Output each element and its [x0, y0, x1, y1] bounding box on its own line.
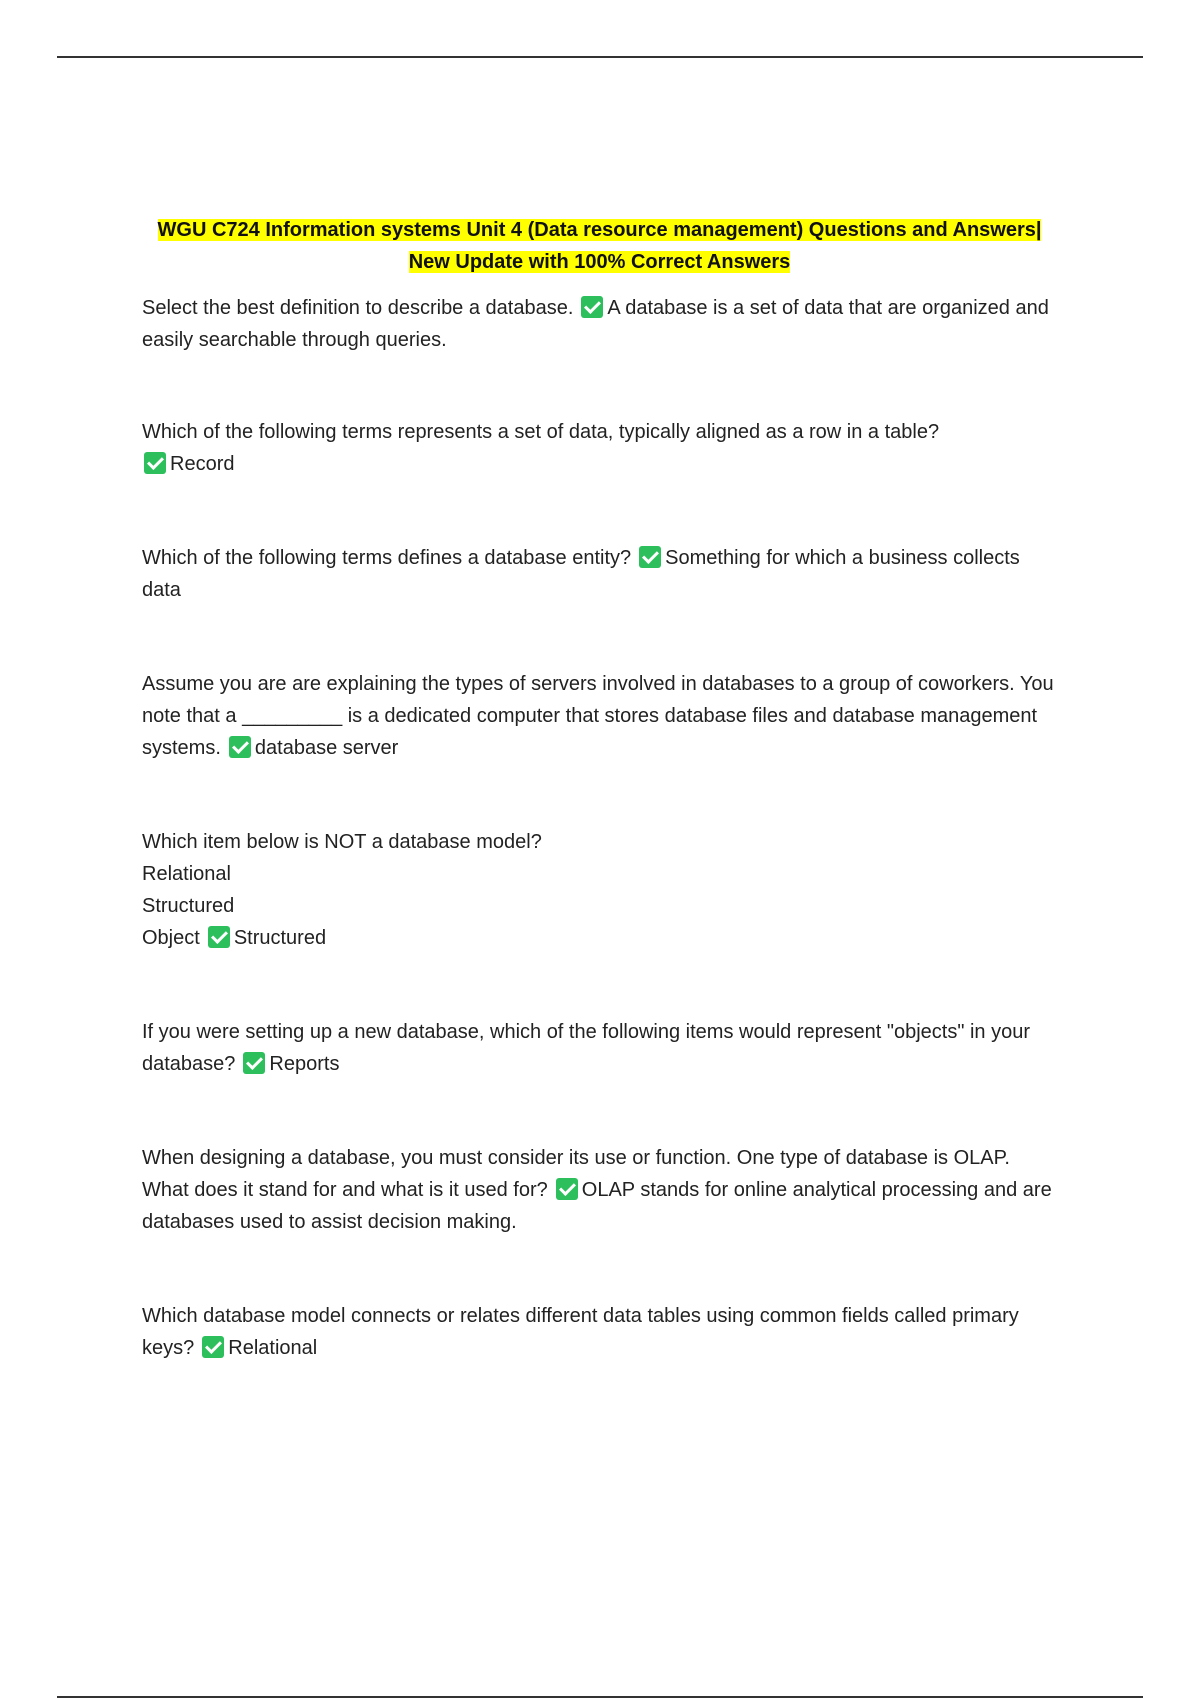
qa-item-6 [142, 1016, 1057, 1080]
check-mark-icon [208, 926, 230, 948]
question: Assume you are are explaining the types of servers involved in databases to a group of coworkers. You note that a _________ is a dedicated computer that stores database files and database management systems. [142, 673, 1054, 759]
qa-item-7 [142, 1142, 1057, 1238]
answer: OLAP stands for online analytical processing and are databases used to assist decision making. [142, 1179, 1052, 1233]
answer: Structured [233, 927, 327, 949]
question: When designing a database, you must consider its use or function. One type of database is OLAP. What does it stand for and what is it used for? [142, 1147, 1010, 1201]
answer: Relational [228, 1337, 318, 1359]
check-mark-icon [229, 736, 251, 758]
check-mark-icon [639, 546, 661, 568]
check-mark-icon [202, 1336, 224, 1358]
qa-item-1 [142, 292, 1057, 356]
check-mark-icon [581, 296, 603, 318]
qa-item-4 [142, 668, 1057, 764]
document-body [142, 214, 1057, 1364]
answer: Record [170, 453, 235, 475]
answer: A database is a set of data that are organized and easily searchable through queries. [142, 297, 1049, 351]
title-line-1: WGU C724 Information systems Unit 4 (Data resource management) Questions and Answers| [157, 219, 1042, 241]
check-mark-icon [243, 1052, 265, 1074]
option-structured: Structured [142, 895, 235, 917]
question: Which database model connects or relates different data tables using common fields called primary keys? [142, 1305, 1019, 1359]
title-line-2: New Update with 100% Correct Answers [408, 251, 791, 273]
option-object: Object [142, 927, 200, 949]
answer: database server [254, 737, 399, 759]
qa-item-8 [142, 1300, 1057, 1364]
answer: Something for which a business collects data [142, 547, 1020, 601]
question: If you were setting up a new database, which of the following items would represent "objects" in your database? [142, 1021, 1031, 1075]
check-mark-icon [556, 1178, 578, 1200]
answer: Reports [269, 1053, 340, 1075]
qa-item-3 [142, 542, 1057, 606]
question: Select the best definition to describe a database. [142, 297, 574, 319]
option-relational: Relational [142, 863, 231, 885]
qa-item-5 [142, 826, 1057, 954]
check-mark-icon [144, 452, 166, 474]
footer-rule [57, 1696, 1143, 1698]
qa-item-2 [142, 416, 1057, 480]
document-title [142, 214, 1057, 278]
question: Which of the following terms defines a database entity? [142, 547, 632, 569]
question: Which item below is NOT a database model? [142, 831, 542, 853]
header-rule [57, 56, 1143, 58]
question: Which of the following terms represents a set of data, typically aligned as a row in a table? [142, 421, 940, 443]
